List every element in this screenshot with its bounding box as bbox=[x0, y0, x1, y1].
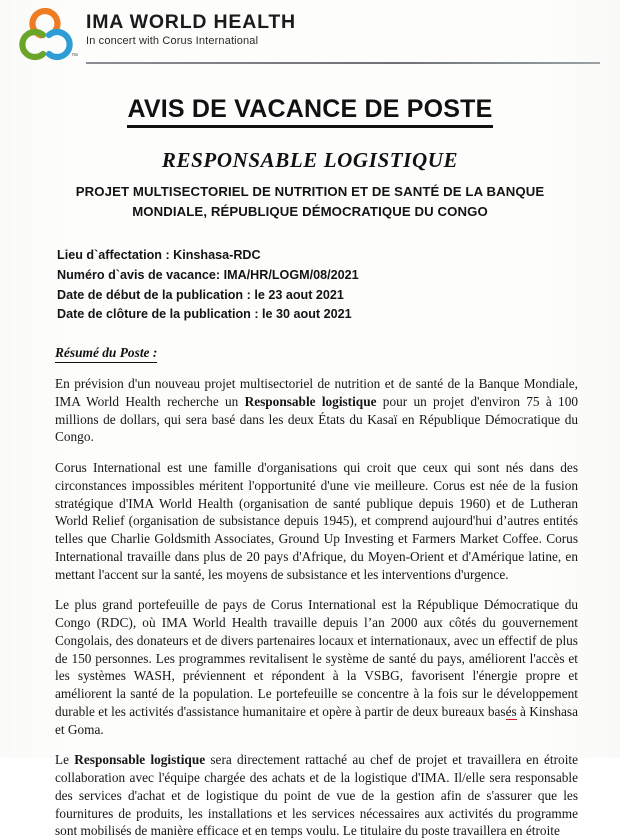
position-title: RESPONSABLE LOGISTIQUE bbox=[161, 148, 459, 172]
section-heading-resume-du-poste: Résumé du Poste : bbox=[55, 345, 157, 363]
paragraph-1-bold-role: Responsable logistique bbox=[244, 393, 377, 409]
paragraph-3-text-before: Le plus grand portefeuille de pays de Corus International est la République Démocratique du Congo (RDC), où IMA World Health travaille depuis l’an 2000 aux côtés du gouvernement Congolais, des donateurs et de divers partenaires locaux et internationaux, avec un effectif de plus de 150 personnes. Les programmes revitalisent le système de santé du pays, améliorent l'accès et les systèmes WASH, préviennent et répondent à la VSBG, favorisent l'énergie propre et améliorent la santé de la population. Le portefeuille se concentre à la fois sur le développement durable et les activités d'assistance humanitaire et opère à partir de deux bureaux bas bbox=[55, 597, 578, 719]
paragraph-3 bbox=[55, 596, 578, 738]
paragraph-4 bbox=[55, 751, 578, 840]
vacancy-meta-block bbox=[0, 246, 620, 326]
body-content bbox=[0, 344, 620, 840]
letterhead bbox=[0, 0, 620, 72]
svg-text:™: ™ bbox=[71, 53, 78, 60]
spellcheck-underlined-text: és bbox=[505, 703, 517, 719]
paragraph-1-text-after: pour un projet d'environ 75 à 100 millions de dollars, qui sera basé dans les deux États du Kasaï en République Démocratique du Congo. bbox=[55, 393, 578, 445]
paragraph-1 bbox=[55, 375, 578, 446]
duty-station-line: Lieu d`affectation : Kinshasa-RDC bbox=[57, 247, 261, 262]
publication-close-line: Date de clôture de la publication : le 30 aout 2021 bbox=[57, 307, 352, 322]
paragraph-3-text-after: à Kinshasa et Goma. bbox=[55, 703, 579, 737]
page-title: AVIS DE VACANCE DE POSTE bbox=[127, 94, 492, 128]
title-block bbox=[0, 94, 620, 222]
ima-corus-trefoil-logo bbox=[14, 6, 80, 62]
vacancy-number-line: Numéro d`avis de vacance: IMA/HR/LOGM/08/2021 bbox=[57, 267, 359, 282]
project-title-line-2: MONDIALE, RÉPUBLIQUE DÉMOCRATIQUE DU CONGO bbox=[132, 203, 488, 219]
project-title bbox=[0, 182, 620, 222]
brand-text-block bbox=[86, 12, 296, 47]
header-divider bbox=[86, 62, 600, 64]
paragraph-4-text-before: Le bbox=[55, 752, 75, 768]
project-title-line-1: PROJET MULTISECTORIEL DE NUTRITION ET DE SANTÉ DE LA BANQUE bbox=[75, 184, 545, 200]
paragraph-2: Corus International est une famille d'organisations qui croit que ceux qui sont nés dans des circonstances impossibles méritent l'opportunité d'une vie meilleure. Corus est née de la fusion stratégique d'IMA World Health (organisation de santé publique depuis 1960) et de Lutheran World Relief (organisation de subsistance depuis 1945), et comprend aujourd'hui d’autres entités telles que Charlie Goldsmith Associates, Ground Up Investing et Farmers Market Coffee. Corus International travaille dans plus de 20 pays d'Afrique, du Moyen-Orient et d'Amérique latine, en mettant l'accent sur la santé, les moyens de subsistance et les interventions d'urgence. bbox=[55, 460, 578, 582]
brand-tagline: In concert with Corus International bbox=[86, 35, 259, 48]
publication-start-line: Date de début de la publication : le 23 aout 2021 bbox=[57, 287, 344, 302]
paragraph-1-text-before: En prévision d'un nouveau projet multisectoriel de nutrition et de santé de la Banque Mondiale, IMA World Health recherche un bbox=[55, 376, 578, 409]
paragraph-4-text-after: sera directement rattaché au chef de projet et travaillera en étroite collaboration avec l'équipe chargée des achats et de la logistique d'IMA. Il/elle sera responsable des services d'achat et de logistique du point de vue de la gestion afin de s'assurer que les fournitures de produits, les installations et les services nécessaires aux activités du programme sont mobilisés de manière efficace et en temps voulu. Le titulaire du poste travaillera en étroite bbox=[55, 752, 578, 839]
paragraph-4-bold-role: Responsable logistique bbox=[74, 752, 206, 768]
brand-name: IMA WORLD HEALTH bbox=[86, 11, 296, 33]
